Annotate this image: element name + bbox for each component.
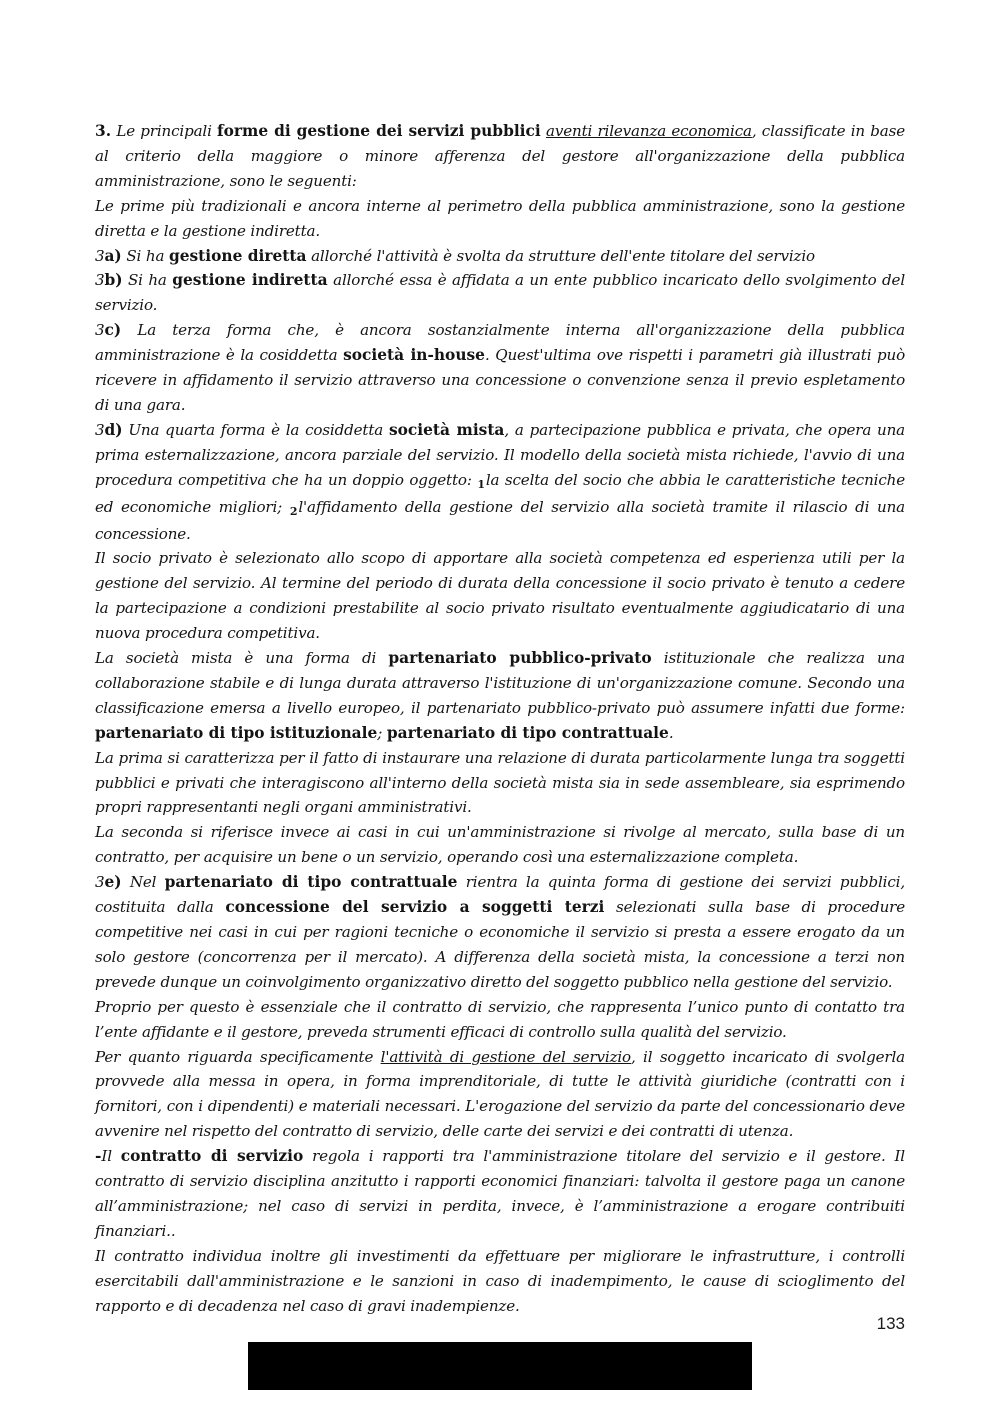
paragraph-3d: 3d) Una quarta forma è la cosiddetta società mista, a partecipazione pubblica e privata, che opera una prima esternalizzazione, ancora parziale del servizio. Il modello della società mista richiede, l'avvio di una procedura competitiva che ha un doppio oggetto: 1la scelta del socio che abbia le caratteristiche tecniche ed economiche migliori; 2l'affidamento della gestione del servizio alla società tramite il rilascio di una concessione. [95,420,906,543]
paragraph-control: Proprio per questo è essenziale che il contratto di servizio, che rappresenta l’unico punto di contatto tra l’ente affidante e il gestore, preveda strumenti efficaci di controllo sulla qualità del servizio. [95,997,905,1041]
page-number: 133 [876,1314,905,1333]
item-label: e) [104,873,122,892]
item-label: b) [104,271,123,290]
paragraph-3b: 3b) Si ha gestione indiretta allorché essa è affidata a un ente pubblico incaricato dello svolgimento del servizio. [95,271,906,315]
item-label: a) [104,246,122,265]
paragraph-first-form: La prima si caratterizza per il fatto di instaurare una relazione di durata particolarmente lunga tra soggetti pubblici e privati che interagiscono all'interno della società mista sia in sede assembleare, sia esprimendo propri rappresentanti negli organi amministrativi. [95,748,905,817]
paragraph-intro: 3. Le principali forme di gestione dei servizi pubblici aventi rilevanza economica, classificate in base al criterio della maggiore o minore afferenza del gestore all'organizzazione della pubblica amministrazione, sono le seguenti: [95,122,905,190]
item-label: d) [104,420,123,439]
underlined-term: aventi rilevanza economica [546,122,752,140]
item-label: c) [104,321,122,340]
paragraph-traditional-forms: Le prime più tradizionali e ancora interne al perimetro della pubblica amministrazione, sono la gestione diretta e la gestione indiretta. [95,196,905,240]
paragraph-3c: 3c) La terza forma che, è ancora sostanzialmente interna all'organizzazione della pubblica amministrazione è la cosiddetta società in-house. Quest'ultima ove rispetti i parametri già illustrati può ricevere in affidamento il servizio attraverso una concessione o convenzione senza il previo espletamento di una gara. [95,321,906,414]
section-number: 3. [95,122,112,140]
paragraph-ppp: La società mista è una forma di partenariato pubblico-privato istituzionale che realizza una collaborazione stabile e di lunga durata attraverso l'istituzione di un'organizzazione comune. Secondo una classificazione emersa a livello europeo, il partenariato pubblico-privato può assumere infatti due forme: partenariato di tipo istituzionale; partenariato di tipo contrattuale. [95,649,905,742]
paragraph-second-form: La seconda si riferisce invece ai casi in cui un'amministrazione si rivolge al mercato, sulla base di un contratto, per acquisire un bene o un servizio, operando così una esternalizzazione completa. [95,823,905,867]
subscript-marker: 1 [477,477,485,491]
subscript-marker: 2 [289,504,298,518]
paragraph-3e: 3e) Nel partenariato di tipo contrattuale rientra la quinta forma di gestione dei servizi pubblici, costituita dalla concessione del servizio a soggetti terzi selezionati sulla base di procedure competitive nei casi in cui per ragioni tecniche o economiche il servizio si presta a essere erogato da un solo gestore (concorrenza per il mercato). A differenza della società mista, la concessione a terzi non prevede dunque un coinvolgimento organizzativo diretto del soggetto pubblico nella gestione del servizio. [95,873,905,991]
paragraph-3a: 3a) Si ha gestione diretta allorché l'attività è svolta da strutture dell'ente titolare del servizio [95,246,815,265]
paragraph-private-partner: Il socio privato è selezionato allo scopo di apportare alla società competenza ed esperienza utili per la gestione del servizio. Al termine del periodo di durata della concessione il socio privato è tenuto a cedere la partecipazione a condizioni prestabilite al socio privato risultato eventualmente aggiudicatario di una nuova procedura competitiva. [95,549,905,643]
redaction-bar [248,1342,752,1390]
underlined-term: l'attività di gestione del servizio [380,1047,631,1066]
paragraph-service-contract: -Il contratto di servizio regola i rapporti tra l'amministrazione titolare del servizio e il gestore. Il contratto di servizio disciplina anzitutto i rapporti economici finanziari: talvolta il gestore paga un canone all’amministrazione; nel caso di servizi in perdita, invece, è l’amministrazione a erogare contribuiti finanziari.. [95,1147,905,1240]
page-content [95,119,905,1319]
paragraph-management: Per quanto riguarda specificamente l'attività di gestione del servizio, il soggetto incaricato di svolgerla provvede alla messa in opera, in forma imprenditoriale, di tutte le attività giuridiche (contratti con i fornitori, con i dipendenti) e materiali necessari. L'erogazione del servizio da parte del concessionario deve avvenire nel rispetto del contratto di servizio, delle carte dei servizi e dei contratti di utenza. [95,1047,905,1141]
paragraph-contract-contents: Il contratto individua inoltre gli investimenti da effettuare per migliorare le infrastrutture, i controlli esercitabili dall'amministrazione e le sanzioni in caso di inadempimento, le cause di scioglimento del rapporto e di decadenza nel caso di gravi inadempienze. [95,1246,905,1315]
